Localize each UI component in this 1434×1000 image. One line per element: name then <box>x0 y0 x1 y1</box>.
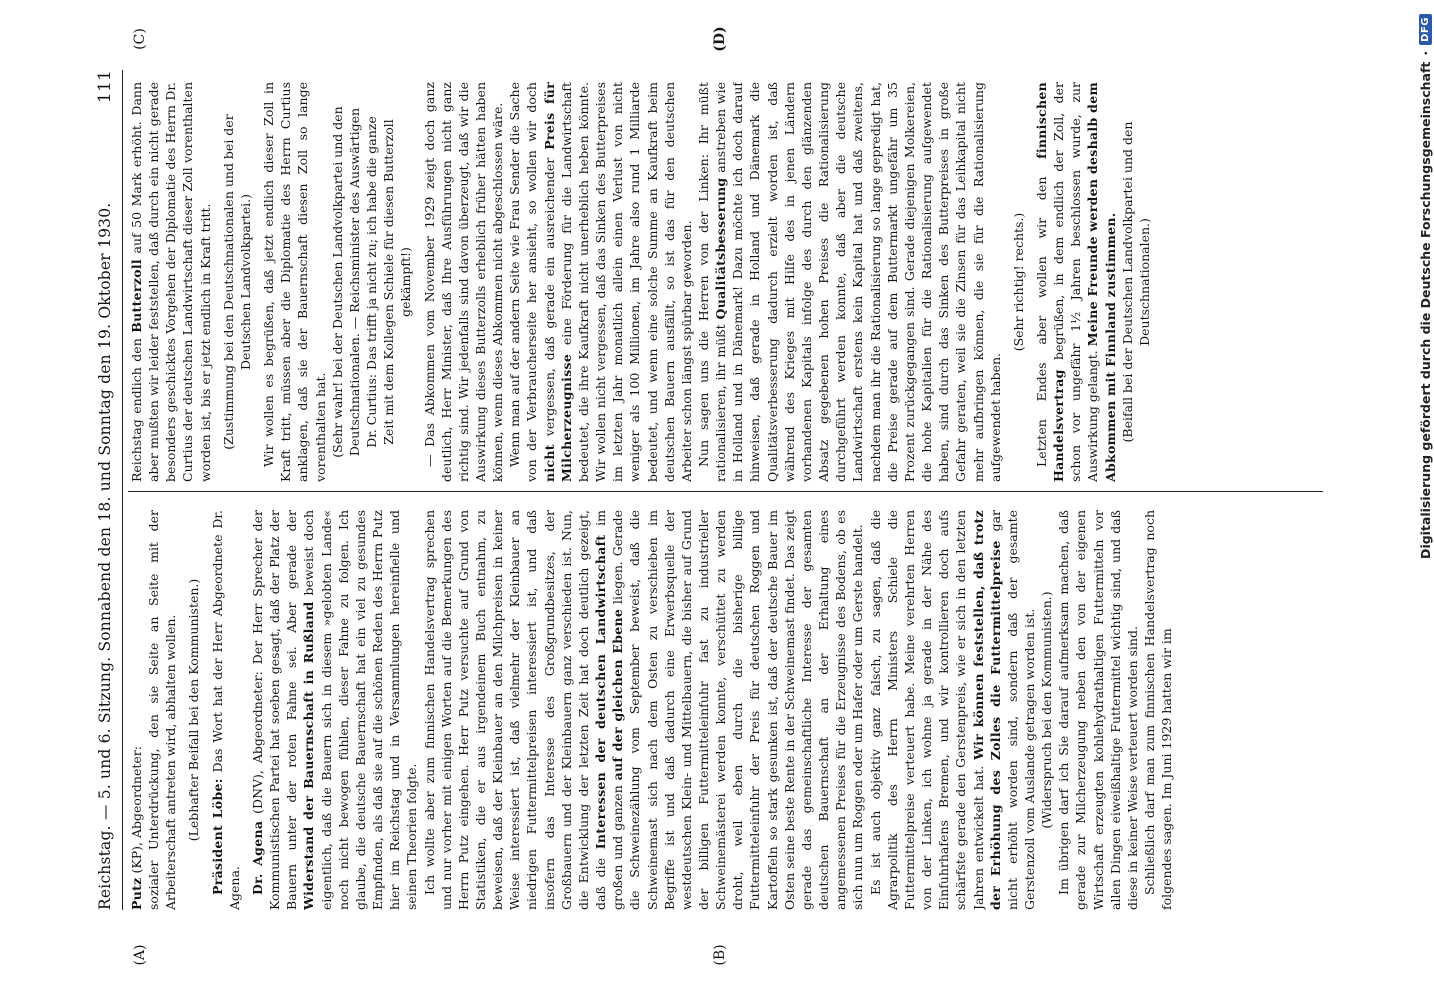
interjection: (Widerspruch bei den Kommunisten.) <box>1039 591 1055 829</box>
sidebar-credit: Digitalisierung gefördert durch die Deutsche Forschungsgemeinschaft · DFG <box>1405 0 1434 1000</box>
speaker-name: Putz <box>129 877 144 910</box>
margin-mark-d: (D) <box>712 26 728 52</box>
paragraph: Reichstag endlich den Butterzoll auf 50 Mark erhöht. Dann aber mußten wir leider feststellen, daß durch ein nicht gerade besonders geschicktes Vorgehen der Diplomatie des Herrn Dr. Curtius der deutschen Landwirtschaft dieser Zoll vorenthalten worden ist, bis er jetzt endlich in Kraft tritt. <box>129 82 213 482</box>
paragraph: Letzten Endes aber wollen wir den finnischen Handelsvertrag begrüßen, in dem endlich der Zoll, der schon vor ungefähr 1½ Jahren beschlossen wurde, zur Auswirkung gelangt. Meine Freunde werden deshalb dem Abkommen mit Finnland zustimmen. <box>1033 82 1118 482</box>
interjection: (Sehr wahr! bei der Deutschen Landvolkpartei und den Deutschnationalen. — Reichsminister des Auswärtigen Dr. Curtius: Das trifft ja nicht zu; ich habe die ganze Zeit mit dem Kollegen Schiele für diesen Butterzoll gekämpft!) <box>329 106 414 458</box>
speaker-name: Präsident Löbe: <box>209 778 225 895</box>
paragraph: Wir wollen es begrüßen, daß jetzt endlich dieser Zoll in Kraft tritt, müssen aber die Diplomatie des Herrn Curtius anklagen, daß sie der Bauernschaft diesen Zoll so lange vorenthalten hat. <box>261 82 328 482</box>
paragraph: sozialer Unterdrückung, den sie Seite an Seite mit der Arbeiterschaft antreten wird, abhalten wollen. <box>146 510 179 910</box>
paragraph: Putz (KP), Abgeordneter: <box>129 746 144 910</box>
paragraph: Im übrigen darf ich Sie darauf aufmerksam machen, daß gerade zur Milcherzeugung neben den von der eigenen Wirtschaft erzeugten kohlehydrathaltigen Futtermitteln vor allen Dingen eiweißhaltige Futtermittel wichtig sind, und daß diese in keiner Weise verteuert worden sind. <box>1056 510 1140 910</box>
column-divider <box>128 491 1323 492</box>
page-header <box>88 70 122 910</box>
left-column <box>128 510 1323 910</box>
dfg-logo: DFG <box>1419 14 1432 45</box>
margin-mark-a: (A) <box>132 944 148 966</box>
header-title: Reichstag. — 5. und 6. Sitzung. Sonnabend den 18. und Sonntag den 19. Oktober 1930. <box>96 202 114 910</box>
margin-mark-c: (C) <box>132 28 148 50</box>
interjection: (Beifall bei der Deutschen Landvolkpartei und den Deutschnationalen.) <box>1119 121 1152 443</box>
page-number: 111 <box>95 70 115 104</box>
digitization-sidebar <box>1393 0 1434 1000</box>
paragraph: Präsident Löbe: Das Wort hat der Herr Abgeordnete Dr. Agena. <box>209 510 242 910</box>
interjection: (Lebhafter Beifall bei den Kommunisten.) <box>186 578 202 842</box>
paragraph: Ich wollte aber zum finnischen Handelsvertrag sprechen und nur vorher mit einigen Worten auf die Bemerkungen des Herrn Putz eingehen. Herr Putz versuchte auf Grund von Statistiken, die er aus irgendeinem Buch entnahm, zu beweisen, daß der Kleinbauer an den Milchpreisen in keiner Weise interessiert ist, daß vielmehr der Kleinbauer an niedrigen Futtermittelpreisen interessiert ist, und daß insofern das Interesse des Großgrundbesitzes, der Großbauern und der Kleinbauern ganz verschieden ist. Nun, die Entwicklung der letzten Zeit hat doch deutlich gezeigt, daß die Interessen der deutschen Landwirtschaft im großen und ganzen auf der gleichen Ebene liegen. Gerade die Schweinezählung vom September beweist, daß die Schweinemast sich nach dem Osten zu verschieben im Begriffe ist und daß dadurch eine Erwerbsquelle der westdeutschen Klein- und Mittelbauern, die bisher auf Grund der billigen Futtermitteleinfuhr fast zu industrieller Schweinemästerei werden konnte, verschüttet zu werden droht, weil eben durch die bisherige billige Futtermitteleinfuhr der Preis für deutschen Roggen und Kartoffeln so stark gesunken ist, daß der deutsche Bauer im Osten seine beste Rente in der Schweinemast findet. Das zeigt gerade das gemeinschaftliche Interesse der gesamten deutschen Bauernschaft an der Erhaltung eines angemessenen Preises für die Erzeugnisse des Bodens, ob es sich nun um Roggen oder um Hafer oder um Gerste handelt. <box>421 510 866 910</box>
paragraph: — Das Abkommen vom November 1929 zeigt doch ganz deutlich, Herr Minister, daß Ihre Ausführungen nicht ganz richtig sind. Wir jedenfalls sind davon überzeugt, daß wir die Auswirkung dieses Butterzolls erheblich früher hätten haben können, wenn dieses Abkommen nicht abgeschlossen wäre. <box>421 82 506 482</box>
paragraph: Nun sagen uns die Herren von der Linken: Ihr müßt rationalisieren, ihr müßt Qualitätsbesserung anstreben wie in Holland und in Dänemark! Dazu möchte ich doch darauf hinweisen, daß gerade in Holland und Dänemark die Qualitätsverbesserung dadurch erzielt worden ist, daß während des Krieges mit Hilfe des in jenen Ländern vorhandenen Kapitals infolge des durch den glänzenden Absatz gegebenen hohen Preises die Rationalisierung durchgeführt werden konnte, daß aber die deutsche Landwirtschaft erstens kein Kapital hat und daß zweitens, nachdem man ihr die Rationalisierung so lange gepredigt hat, die Preise gerade auf dem Buttermarkt ungefähr um 35 Prozent zurückgegangen sind. Gerade diejenigen Molkereien, die hohe Kapitalien für die Rationalisierung aufgewendet haben, sind durch das Sinken des Butterpreises in große Gefahr geraten, weil sie die Zinsen für das Leihkapital nicht mehr aufbringen können, die sie für die Rationalisierung aufgewendet haben. <box>696 82 1003 482</box>
sidebar-credit-text: Digitalisierung gefördert durch die Deutsche Forschungsgemeinschaft <box>1418 61 1433 559</box>
margin-mark-b: (B) <box>712 944 728 966</box>
paragraph: Dr. Agena (DNV), Abgeordneter: Der Herr Sprecher der Kommunistischen Partei hat soeben gesagt, daß der Platz der Bauern unter der roten Fahne sei. Aber gerade der Widerstand der Bauernschaft in Rußland beweist doch eigentlich, daß die Bauern sich in diesem »gelobten Lande« noch nicht bewogen fühlen, dieser Fahne zu folgen. Ich glaube, die deutsche Bauernschaft hat ein viel zu gesundes Empfinden, als daß sie auf die schönen Reden des Herrn Putz hier im Reichstag und in Versammlungen hereinfielle und seinen Theorien folgte. <box>249 510 420 910</box>
paragraph: Es ist auch objektiv ganz falsch, zu sagen, daß die Agrarpolitik des Herrn Ministers Schiele die Futtermittelpreise verteuert habe. Meine verehrten Herren von der Linken, ich wohne ja gerade in der Nähe des Einfuhrhafens Bremen, und wir kontrollieren doch aufs schärfste gerade den Gerstenpreis, wie er sich in den letzten Jahren entwickelt hat. Wir können feststellen, daß trotz der Erhöhung des Zolles die Futtermittelpreise gar nicht erhöht worden sind, sondern daß der gesamte Gerstenzoll vom Auslande getragen worden ist. <box>867 510 1037 910</box>
interjection: (Sehr richtig! rechts.) <box>1010 212 1026 352</box>
speaker-name: Dr. Agena <box>249 820 265 895</box>
paragraph: Wenn man auf der andern Seite wie Frau Sender die Sache von der Verbraucherseite her ansieht, so wollen wir doch nicht vergessen, daß gerade ein ausreichender Preis für Milcherzeugnisse eine Förderung für die Landwirtschaft bedeutet, die ihre Kaufkraft nicht unerheblich heben könnte. Wir wollen nicht vergessen, daß das Sinken des Butterpreises im letzten Jahr monatlich allein einen Verlust von nicht weniger als 100 Millionen, im Jahre also rund 1 Milliarde bedeutet, und wenn eine solche Summe an Kaufkraft beim deutschen Bauern ausfällt, so ist das für den deutschen Arbeiter schon längst spürbar geworden. <box>507 82 694 482</box>
right-column <box>128 82 1323 482</box>
header-rule <box>122 70 123 910</box>
interjection: (Zustimmung bei den Deutschnationalen und bei der Deutschen Landvolkpartei.) <box>220 114 253 450</box>
paragraph: Schließlich darf man zum finnischen Handelsvertrag noch folgendes sagen. Im Juni 1929 hatten wir im <box>1142 510 1175 910</box>
